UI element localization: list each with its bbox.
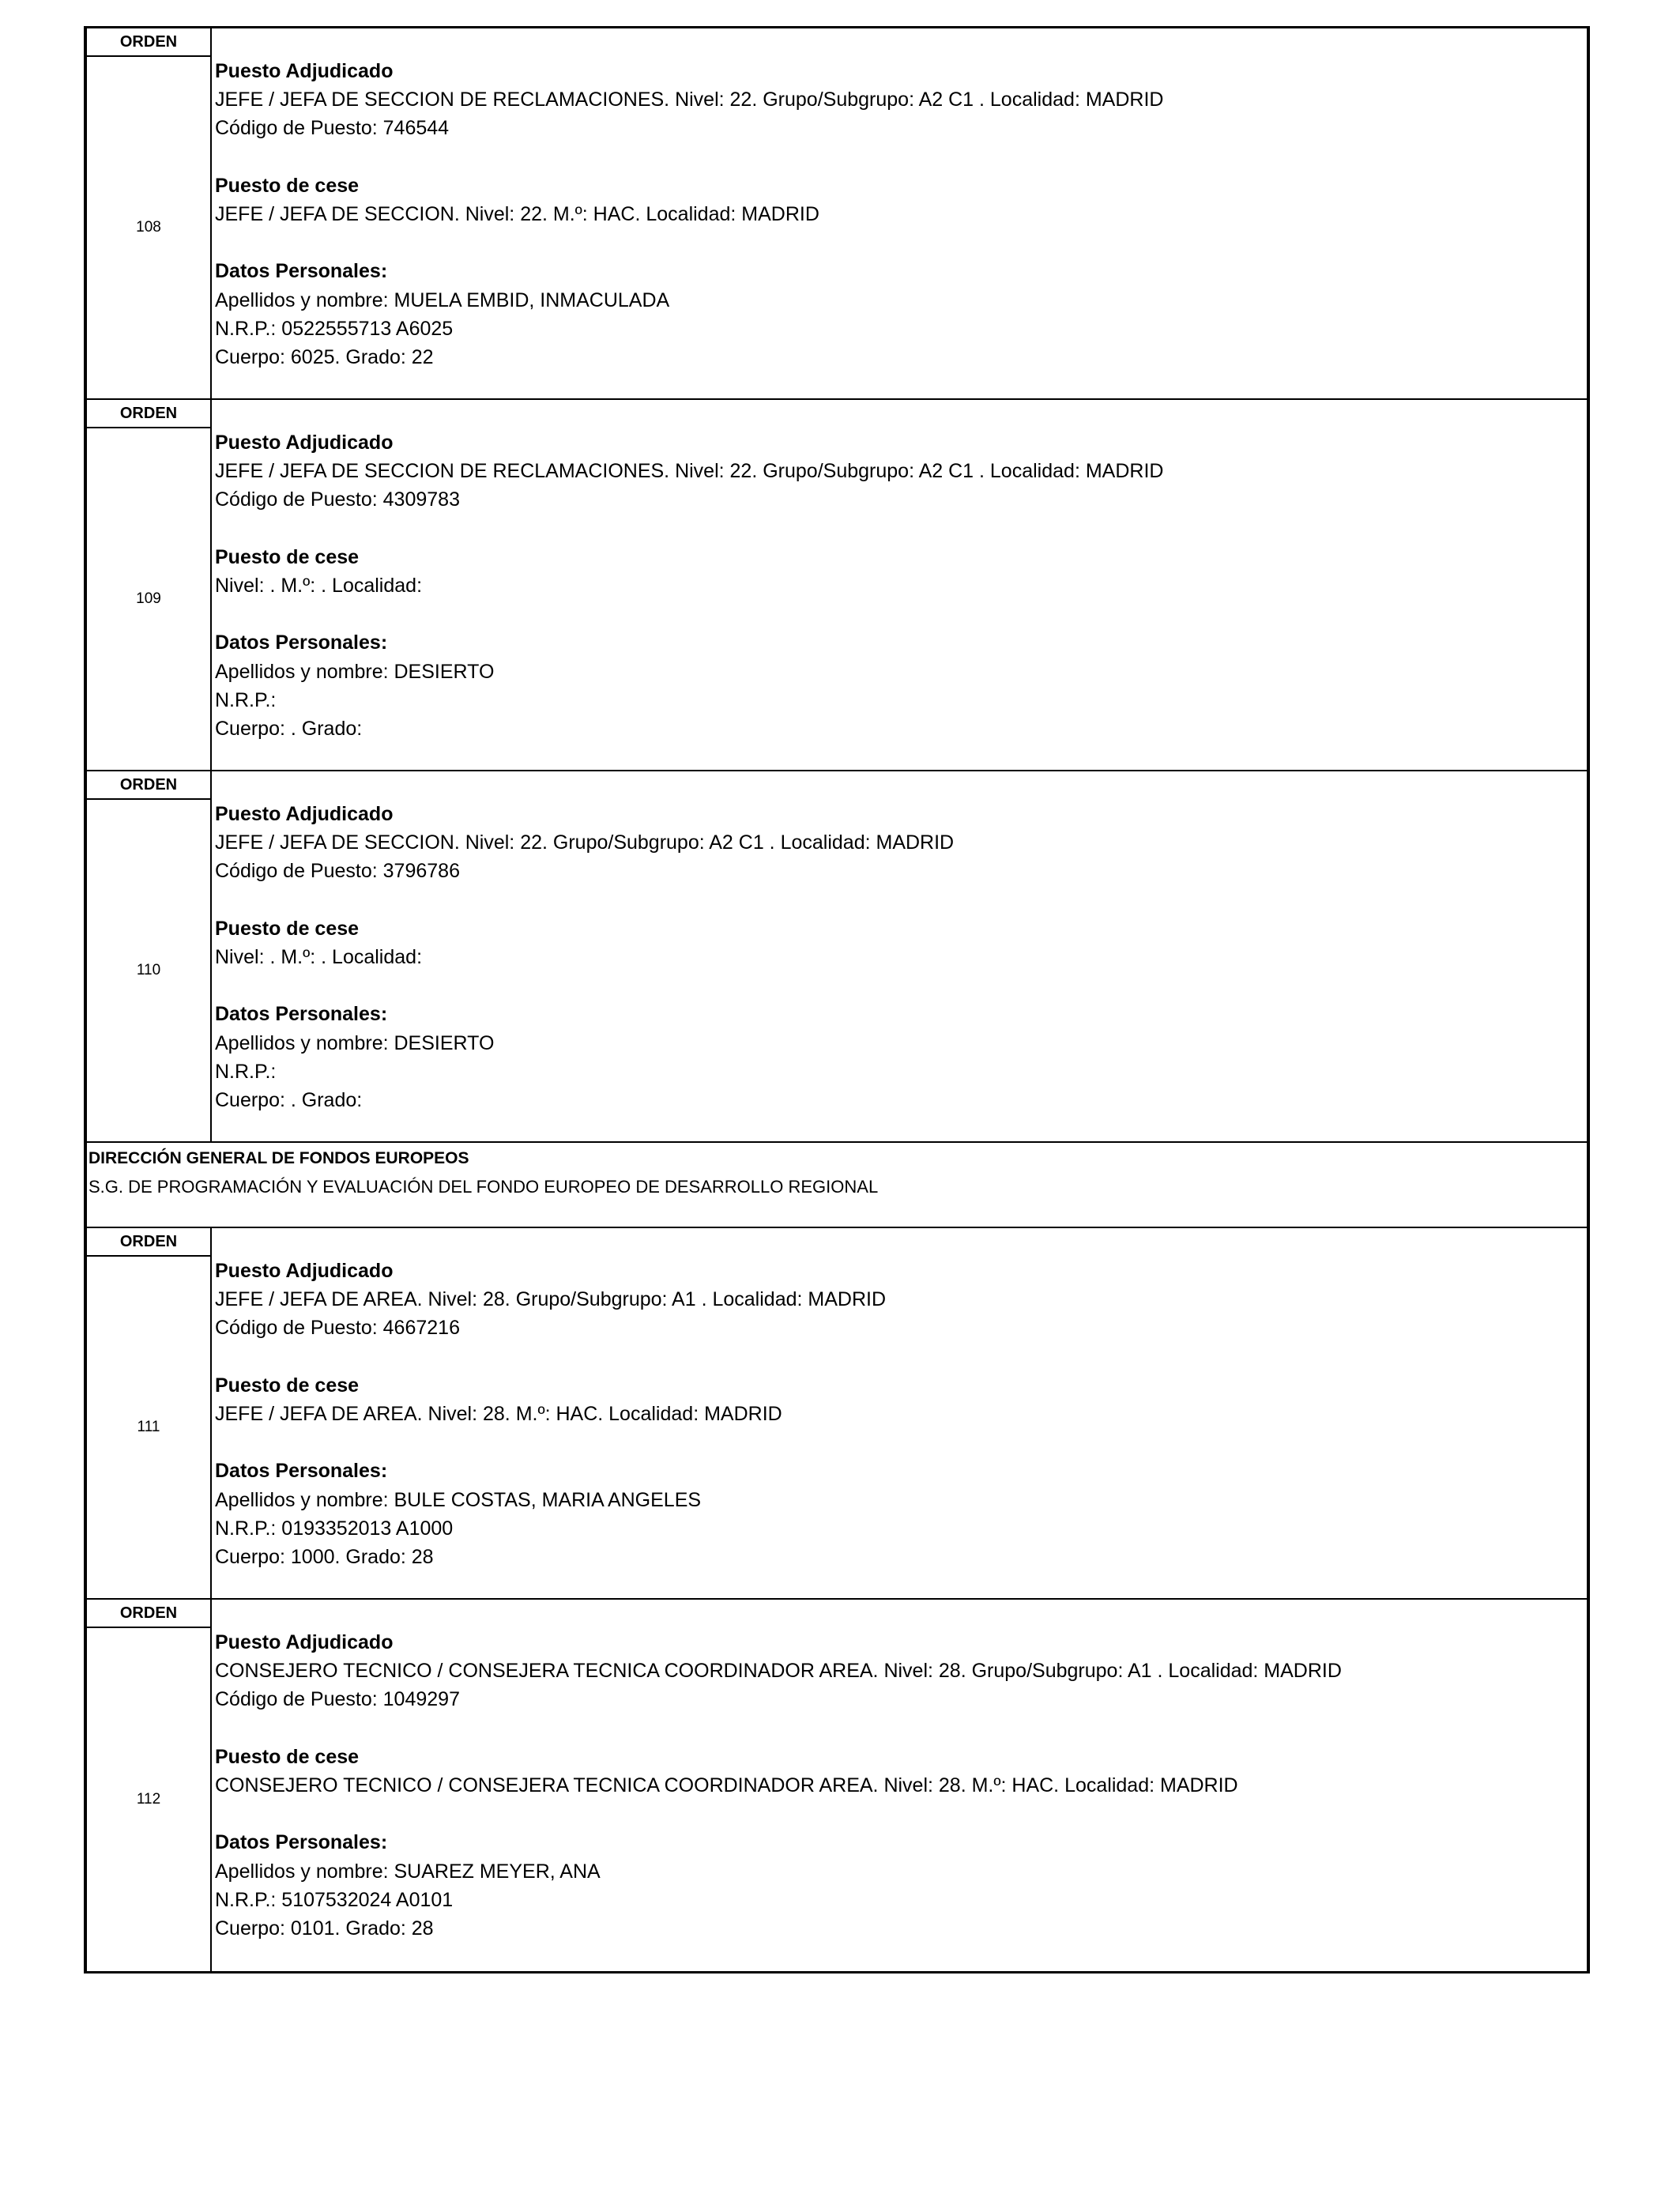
orden-label: ORDEN (87, 771, 210, 800)
nrp: N.R.P.: 0193352013 A1000 (215, 1517, 454, 1540)
codigo-puesto: Código de Puesto: 1049297 (215, 1688, 460, 1711)
cuerpo-grado: Cuerpo: . Grado: (215, 1088, 363, 1111)
orden-number: 109 (136, 590, 161, 607)
entry-108 (87, 28, 1587, 400)
cese-description: JEFE / JEFA DE AREA. Nivel: 28. M.º: HAC. Localidad: MADRID (215, 1402, 782, 1425)
entry-110 (87, 771, 1587, 1143)
datos-heading: Datos Personales: (215, 1003, 388, 1026)
datos-heading: Datos Personales: (215, 631, 388, 654)
apellidos-nombre: Apellidos y nombre: MUELA EMBID, INMACULADA (215, 288, 670, 311)
cuerpo-grado: Cuerpo: 1000. Grado: 28 (215, 1545, 434, 1568)
adjudicado-description: JEFE / JEFA DE AREA. Nivel: 28. Grupo/Subgrupo: A1 . Localidad: MADRID (215, 1288, 886, 1311)
orden-column (87, 400, 212, 770)
orden-column (87, 1600, 212, 1971)
codigo-puesto: Código de Puesto: 4667216 (215, 1317, 460, 1340)
entry-details (212, 400, 1587, 770)
adjudicado-description: CONSEJERO TECNICO / CONSEJERA TECNICA COORDINADOR AREA. Nivel: 28. Grupo/Subgrupo: A1 . Localidad: MADRID (215, 1660, 1342, 1683)
datos-heading: Datos Personales: (215, 260, 388, 283)
apellidos-nombre: Apellidos y nombre: SUAREZ MEYER, ANA (215, 1860, 601, 1883)
cuerpo-grado: Cuerpo: . Grado: (215, 717, 363, 740)
adjudicado-description: JEFE / JEFA DE SECCION DE RECLAMACIONES. Nivel: 22. Grupo/Subgrupo: A2 C1 . Localidad: MADRID (215, 89, 1164, 111)
cese-description: JEFE / JEFA DE SECCION. Nivel: 22. M.º: HAC. Localidad: MADRID (215, 202, 819, 225)
apellidos-nombre: Apellidos y nombre: DESIERTO (215, 660, 495, 683)
orden-number: 108 (136, 219, 161, 236)
orden-column (87, 771, 212, 1141)
cese-heading: Puesto de cese (215, 545, 360, 568)
nrp: N.R.P.: (215, 1060, 277, 1083)
cese-description: Nivel: . M.º: . Localidad: (215, 574, 423, 597)
section-subtitle: S.G. DE PROGRAMACIÓN Y EVALUACIÓN DEL FONDO EUROPEO DE DESARROLLO REGIONAL (89, 1177, 879, 1197)
apellidos-nombre: Apellidos y nombre: BULE COSTAS, MARIA ANGELES (215, 1488, 702, 1511)
cese-heading: Puesto de cese (215, 1745, 360, 1768)
adjudicado-heading: Puesto Adjudicado (215, 60, 394, 82)
entry-109 (87, 400, 1587, 771)
nrp: N.R.P.: (215, 688, 277, 711)
adjudicado-heading: Puesto Adjudicado (215, 1631, 394, 1653)
entry-112 (87, 1600, 1587, 1971)
entry-details (212, 771, 1587, 1141)
entry-details (212, 1600, 1587, 1971)
cese-heading: Puesto de cese (215, 174, 360, 197)
nrp: N.R.P.: 0522555713 A6025 (215, 317, 454, 340)
orden-number: 112 (136, 1791, 161, 1808)
cese-description: Nivel: . M.º: . Localidad: (215, 945, 423, 968)
orden-number: 111 (137, 1419, 160, 1435)
datos-heading: Datos Personales: (215, 1460, 388, 1483)
adjudicado-heading: Puesto Adjudicado (215, 1260, 394, 1282)
orden-label: ORDEN (87, 28, 210, 57)
section-title: DIRECCIÓN GENERAL DE FONDOS EUROPEOS (89, 1149, 469, 1167)
orden-label: ORDEN (87, 1600, 210, 1628)
orden-label: ORDEN (87, 400, 210, 428)
nrp: N.R.P.: 5107532024 A0101 (215, 1888, 454, 1911)
codigo-puesto: Código de Puesto: 746544 (215, 117, 450, 140)
orden-number: 110 (136, 962, 161, 978)
entry-111 (87, 1228, 1587, 1600)
adjudicado-description: JEFE / JEFA DE SECCION DE RECLAMACIONES. Nivel: 22. Grupo/Subgrupo: A2 C1 . Localidad: MADRID (215, 460, 1164, 483)
adjudicado-heading: Puesto Adjudicado (215, 803, 394, 825)
orden-label: ORDEN (87, 1228, 210, 1257)
section-header (87, 1143, 1587, 1228)
cuerpo-grado: Cuerpo: 0101. Grado: 28 (215, 1917, 434, 1940)
cuerpo-grado: Cuerpo: 6025. Grado: 22 (215, 345, 434, 368)
adjudicado-heading: Puesto Adjudicado (215, 432, 394, 454)
cese-heading: Puesto de cese (215, 917, 360, 940)
entry-details (212, 1228, 1587, 1598)
adjudication-table (84, 26, 1590, 1973)
cese-description: CONSEJERO TECNICO / CONSEJERA TECNICA COORDINADOR AREA. Nivel: 28. M.º: HAC. Localidad: MADRID (215, 1774, 1238, 1796)
cese-heading: Puesto de cese (215, 1374, 360, 1397)
codigo-puesto: Código de Puesto: 4309783 (215, 488, 460, 511)
codigo-puesto: Código de Puesto: 3796786 (215, 860, 460, 883)
apellidos-nombre: Apellidos y nombre: DESIERTO (215, 1031, 495, 1054)
datos-heading: Datos Personales: (215, 1831, 388, 1854)
orden-column (87, 1228, 212, 1598)
adjudicado-description: JEFE / JEFA DE SECCION. Nivel: 22. Grupo/Subgrupo: A2 C1 . Localidad: MADRID (215, 831, 955, 854)
entry-details (212, 28, 1587, 398)
orden-column (87, 28, 212, 398)
